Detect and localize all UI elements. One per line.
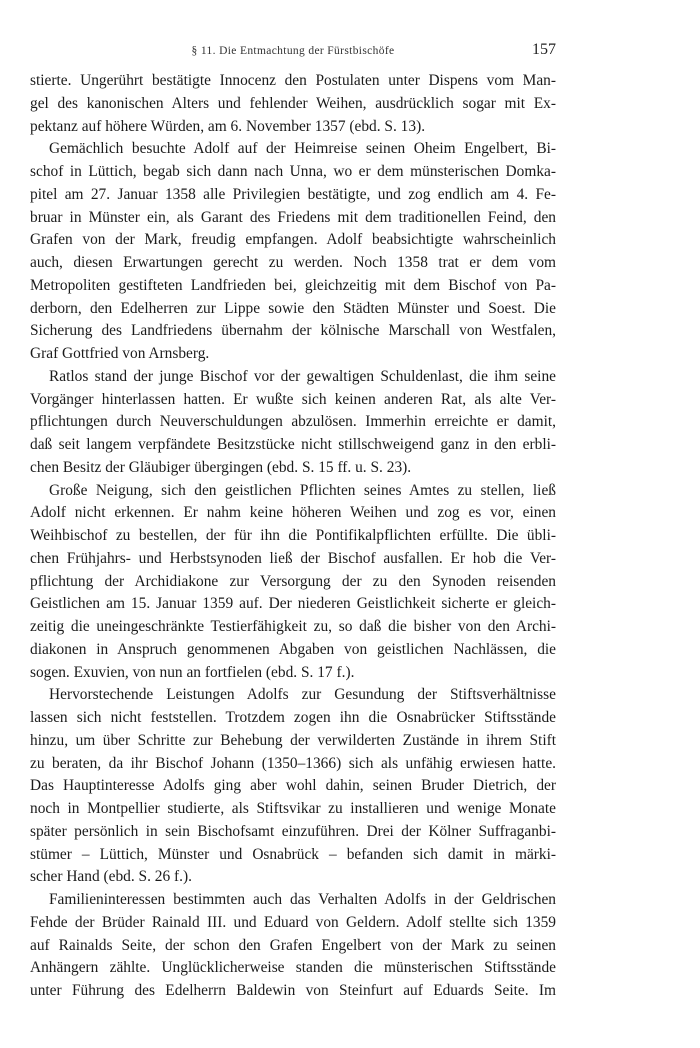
text-line: später persönlich in sein Bischofsamt einzuführen. Drei der Kölner Suffraganbi- bbox=[30, 822, 556, 840]
text-line: Vorgänger hinterlassen hatten. Er wußte sich keinen anderen Rat, als alte Ver- bbox=[30, 390, 556, 408]
text-line: daß seit langem verpfändete Besitzstücke nicht stillschweigend ganz in den erbli- bbox=[30, 436, 556, 453]
text-line: lassen sich nicht feststellen. Trotzdem zogen ihn die Osnabrücker Stiftsstände bbox=[30, 709, 556, 726]
text-line: chen Besitz der Gläubiger übergingen (ebd. S. 15 ff. u. S. 23). bbox=[30, 458, 412, 476]
text-line: Fehde der Brüder Rainald III. und Eduard von Geldern. Adolf stellte sich 1359 bbox=[30, 913, 556, 931]
text-line: unter Führung des Edelherrn Baldewin von Steinfurt auf Eduards Seite. Im bbox=[30, 982, 556, 999]
body-text bbox=[30, 70, 556, 1003]
text-line: Ratlos stand der junge Bischof vor der gewaltigen Schuldenlast, die ihm seine bbox=[49, 367, 556, 385]
page-number: 157 bbox=[532, 41, 556, 58]
text-line: diakonen in Anspruch genommenen Abgaben von geistlichen Nachlässen, die bbox=[30, 640, 556, 658]
text-line: auch, diesen Erwartungen gerecht zu werden. Noch 1358 trat er dem vom bbox=[30, 254, 556, 271]
text-line: Adolf nicht erkennen. Er nahm keine höheren Weihen und zog es vor, einen bbox=[30, 504, 556, 522]
text-line: Weihbischof zu bestellen, der für ihn die Pontifikalpflichten erfüllte. Die übli- bbox=[30, 527, 556, 544]
text-line: chen Frühjahrs- und Herbstsynoden ließ der Bischof ausfallen. Er hob die Ver- bbox=[30, 549, 556, 567]
text-line: Hervorstechende Leistungen Adolfs zur Gesundung der Stiftsverhältnisse bbox=[49, 686, 556, 704]
text-line: Geistlichen am 15. Januar 1359 auf. Der niederen Geistlichkeit sicherte er gleich- bbox=[30, 595, 556, 613]
text-line: stümer – Lüttich, Münster und Osnabrück – befanden sich damit in märki- bbox=[30, 845, 556, 863]
text-line: pflichtung der Archidiakone zur Versorgung der zu den Synoden reisenden bbox=[30, 572, 556, 590]
running-head bbox=[30, 41, 556, 63]
text-line: hinzu, um über Schritte zur Behebung der verwilderten Zustände in ihrem Stift bbox=[30, 731, 556, 749]
text-line: scher Hand (ebd. S. 26 f.). bbox=[30, 868, 192, 886]
running-title: § 11. Die Entmachtung der Fürstbischöfe bbox=[191, 45, 395, 57]
text-line: zeitig die uneingeschränkte Testierfähigkeit zu, so daß die bisher von den Archi- bbox=[30, 618, 556, 635]
text-line: pitel am 27. Januar 1358 alle Privilegien bestätigte, und zog endlich am 4. Fe- bbox=[30, 185, 556, 203]
text-line: zu beraten, da ihr Bischof Johann (1350–1366) sich als unfähig erwiesen hatte. bbox=[30, 754, 556, 772]
text-line: sogen. Exuvien, von nun an fortfielen (ebd. S. 17 f.). bbox=[30, 663, 355, 681]
text-line: noch in Montpellier studierte, als Stiftsvikar zu installieren und wenige Monate bbox=[30, 800, 556, 817]
text-line: Große Neigung, sich den geistlichen Pflichten seines Amtes zu stellen, ließ bbox=[49, 481, 556, 499]
text-line: Das Hauptinteresse Adolfs ging aber wohl dahin, seinen Bruder Dietrich, der bbox=[30, 777, 556, 795]
text-line: Metropoliten gestifteten Landfrieden bei, gleichzeitig mit dem Bischof von Pa- bbox=[30, 276, 556, 294]
text-line: Graf Gottfried von Arnsberg. bbox=[30, 345, 210, 362]
text-line: schof in Lüttich, begab sich dann nach Unna, wo er dem münsterischen Domka- bbox=[30, 163, 556, 180]
text-line: gel des kanonischen Alters und fehlender Weihen, ausdrücklich sogar mit Ex- bbox=[30, 94, 556, 112]
text-line: pektanz auf höhere Würden, am 6. November 1357 (ebd. S. 13). bbox=[30, 117, 426, 135]
text-line: auf Rainalds Seite, der schon den Grafen Engelbert von der Mark zu seinen bbox=[30, 936, 556, 954]
text-line: Anhängern zählte. Unglücklicherweise standen die münsterischen Stiftsstände bbox=[30, 959, 556, 977]
text-line: pflichtungen durch Neuverschuldungen abzulösen. Immerhin erreichte er damit, bbox=[30, 413, 556, 431]
text-line: stierte. Ungerührt bestätigte Innocenz den Postulaten unter Dispens vom Man- bbox=[30, 72, 556, 89]
text-line: Familieninteressen bestimmten auch das Verhalten Adolfs in der Geldrischen bbox=[49, 891, 556, 908]
text-line: bruar in Münster ein, als Garant des Friedens mit dem traditionellen Feind, den bbox=[30, 208, 556, 226]
text-line: Gemächlich besuchte Adolf auf der Heimreise seinen Oheim Engelbert, Bi- bbox=[49, 140, 556, 158]
text-line: Grafen von der Mark, freudig empfangen. Adolf beabsichtigte wahrscheinlich bbox=[30, 231, 556, 249]
text-line: derborn, den Edelherren zur Lippe sowie den Städten Münster und Soest. Die bbox=[30, 299, 556, 317]
text-line: Sicherung des Landfriedens übernahm der kölnische Marschall von Westfalen, bbox=[30, 322, 556, 340]
